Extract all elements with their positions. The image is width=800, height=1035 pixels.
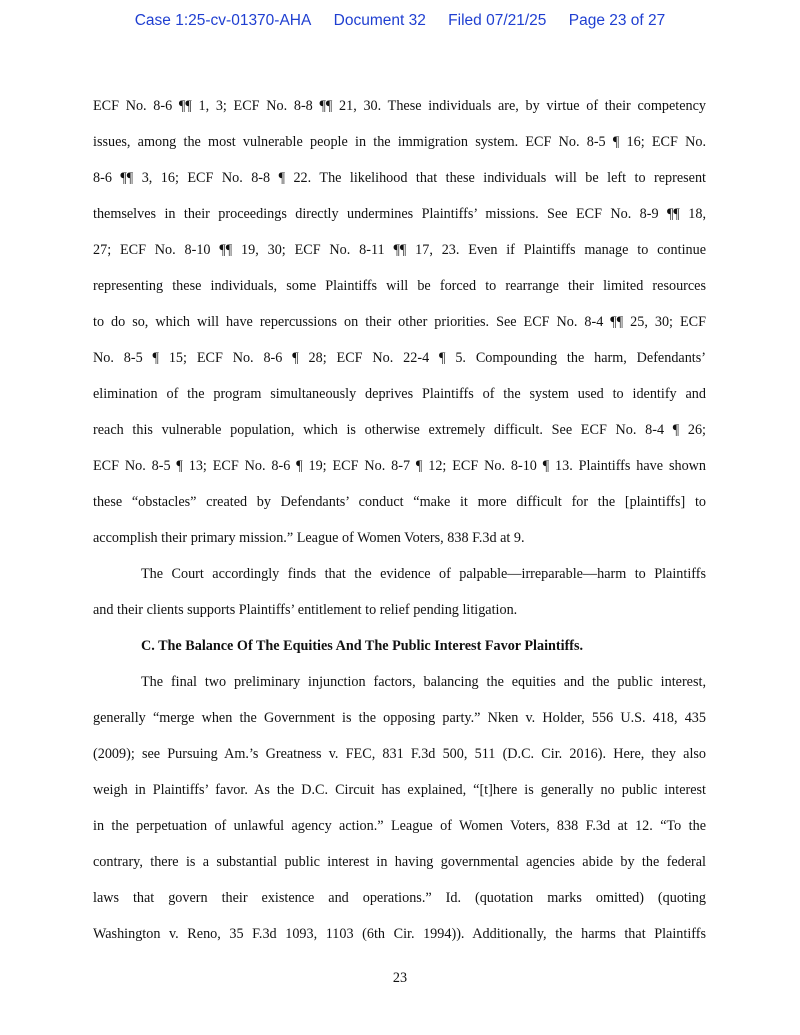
document-number: Document 32	[333, 12, 426, 29]
body-line: ECF No. 8-6 ¶¶ 1, 3; ECF No. 8-8 ¶¶ 21, 30. These individuals are, by virtue of their competency	[93, 98, 706, 114]
body-line: in the perpetuation of unlawful agency action.” League of Women Voters, 838 F.3d at 12. “To the	[93, 818, 706, 834]
body-line: 8-6 ¶¶ 3, 16; ECF No. 8-8 ¶ 22. The likelihood that these individuals will be left to represent	[93, 170, 706, 186]
body-line: accomplish their primary mission.” League of Women Voters, 838 F.3d at 9.	[93, 530, 525, 546]
page-indicator: Page 23 of 27	[568, 12, 666, 29]
body-line: reach this vulnerable population, which is otherwise extremely difficult. See ECF No. 8-4 ¶ 26;	[93, 422, 706, 438]
page-number: 23	[392, 970, 408, 986]
body-line: to do so, which will have repercussions on their other priorities. See ECF No. 8-4 ¶¶ 25, 30; ECF	[93, 314, 706, 330]
body-line: (2009); see Pursuing Am.’s Greatness v. FEC, 831 F.3d 500, 511 (D.C. Cir. 2016). Here, they also	[93, 746, 706, 762]
body-line: issues, among the most vulnerable people in the immigration system. ECF No. 8-5 ¶ 16; ECF No.	[93, 134, 706, 150]
body-line: The Court accordingly finds that the evidence of palpable—irreparable—harm to Plaintiffs	[141, 566, 706, 582]
body-line: and their clients supports Plaintiffs’ entitlement to relief pending litigation.	[93, 602, 518, 618]
body-line: laws that govern their existence and operations.” Id. (quotation marks omitted) (quoting	[93, 890, 706, 906]
body-line: Washington v. Reno, 35 F.3d 1093, 1103 (6th Cir. 1994)). Additionally, the harms that Plaintiffs	[93, 926, 706, 942]
section-heading: C. The Balance Of The Equities And The Public Interest Favor Plaintiffs.	[141, 638, 584, 654]
body-line: 27; ECF No. 8-10 ¶¶ 19, 30; ECF No. 8-11 ¶¶ 17, 23. Even if Plaintiffs manage to continue	[93, 242, 706, 258]
filed-date: Filed 07/21/25	[448, 12, 547, 29]
body-line: these “obstacles” created by Defendants’ conduct “make it more difficult for the [plaintiffs] to	[93, 494, 706, 510]
body-line: elimination of the program simultaneously deprives Plaintiffs of the system used to identify and	[93, 386, 706, 402]
body-line: representing these individuals, some Plaintiffs will be forced to rearrange their limited resources	[93, 278, 706, 294]
body-line: generally “merge when the Government is the opposing party.” Nken v. Holder, 556 U.S. 418, 435	[93, 710, 706, 726]
body-line: weigh in Plaintiffs’ favor. As the D.C. Circuit has explained, “[t]here is generally no public interest	[93, 782, 706, 798]
body-line: The final two preliminary injunction factors, balancing the equities and the public interest,	[141, 674, 706, 690]
body-line: contrary, there is a substantial public interest in having governmental agencies abide by the federal	[93, 854, 706, 870]
body-line: No. 8-5 ¶ 15; ECF No. 8-6 ¶ 28; ECF No. 22-4 ¶ 5. Compounding the harm, Defendants’	[93, 350, 706, 366]
document-body	[93, 88, 706, 952]
case-number: Case 1:25-cv-01370-AHA	[134, 12, 312, 29]
body-line: themselves in their proceedings directly undermines Plaintiffs’ missions. See ECF No. 8-9 ¶¶ 18,	[93, 206, 706, 222]
document-header	[0, 12, 800, 30]
body-line: ECF No. 8-5 ¶ 13; ECF No. 8-6 ¶ 19; ECF No. 8-7 ¶ 12; ECF No. 8-10 ¶ 13. Plaintiffs have shown	[93, 458, 706, 474]
